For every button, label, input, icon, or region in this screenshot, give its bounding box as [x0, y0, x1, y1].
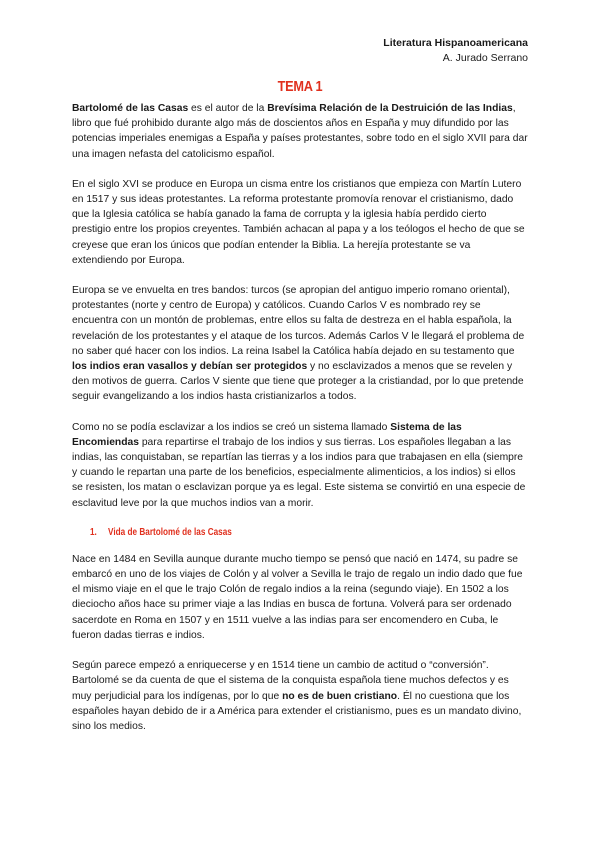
- paragraph-conversion: [72, 658, 528, 734]
- bold-las-casas: Bartolomé de las Casas: [72, 103, 189, 114]
- text-span: Según parece empezó a enriquecerse y en 1514 tiene un cambio de actitud o “conversión”. Bartolomé se da cuenta de que el sistema de la conquista española tiene muchos defectos y es muy perjudicial para los indígenas, por lo que: [72, 660, 509, 702]
- bold-vassals: los indios eran vasallos y debían ser protegidos: [72, 361, 308, 373]
- bold-encomiendas: Sistema de las Encomiendas: [72, 421, 462, 448]
- text-span: . Él no cuestiona que los españoles hayan debido de ir a América para extender el cristianismo, pues es un mandato divino, sino los medios.: [72, 690, 522, 732]
- section-heading: [90, 527, 449, 538]
- bold-buen-cristiano: no es de buen cristiano: [282, 690, 398, 702]
- section-number: 1.: [90, 526, 97, 538]
- document-header: [72, 36, 528, 66]
- text-span: Como no se podía esclavizar a los indios se creó un sistema llamado: [72, 421, 391, 433]
- paragraph-biography: Nace en 1484 en Sevilla aunque durante mucho tiempo se pensó que nació en 1474, su padre se embarcó en uno de los viajes de Colón y al volver a Sevilla le trajo de regalo un indio dado que fue el mismo viaje en el que le trajo Colón de regalo indios a la reina (segundo viaje). En 1502 a los dieciocho años hace su primer viaje a las Indias en busca de fortuna. Volverá para ser ordenado sacerdote en Roma en 1507 y en 1511 vuelve a las indias para ser encomendero en Cuba, le fueron dadas tierras e indios.: [72, 553, 523, 641]
- text-span: Europa se ve envuelta en tres bandos: turcos (se apropian del antiguo imperio romano oriental), protestantes (norte y centro de Europa) y católicos. Cuando Carlos V es nombrado rey se encuentra con un montón de problemas, entre ellos su falta de destreza en el habla española, la revelación de los protestantes y el ataque de los turcos. Además Carlos V le llegará el problema de no saber qué hacer con los indios. La reina Isabel la Católica había dejado en su testamento que: [72, 285, 525, 357]
- paragraph-encomiendas: [72, 420, 528, 511]
- paragraph-intro: [72, 101, 528, 162]
- paragraph-europe: [72, 283, 528, 405]
- text-span: es el autor de la: [188, 103, 268, 114]
- page-title: TEMA 1: [277, 78, 323, 95]
- bold-book-title: Brevísima Relación de la Destruición de las Indias: [267, 103, 513, 114]
- text-span: para repartirse el trabajo de los indios y sus tierras. Los españoles llegaban a las indias, las conquistaban, se repartían las tierras y a los indios para que trabajasen en ella (siempre y cuando le repartan una parte de los beneficios, especialmente alimenticios, a los indios) si ellos se resisten, los matan o esclavizan porque ya es legal. Este sistema se convirtió en una especie de esclavitud leve por la que muchos indios van a morir.: [72, 436, 526, 509]
- text-span: , libro que fué prohibido durante algo más de doscientos años en España y muy difundido por las potencias imperiales enemigas a España y países protestantes, sobre todo en el siglo XVII para dar una imagen nefasta del catolicismo español.: [72, 103, 528, 160]
- section-title: Vida de Bartolomé de las Casas: [108, 526, 232, 538]
- course-name: Literatura Hispanoamericana: [383, 37, 528, 49]
- document-page: [72, 36, 528, 734]
- author-name: A. Jurado Serrano: [442, 52, 528, 64]
- text-span: y no esclavizados a menos que se revelen y den motivos de guerra. Carlos V siente que tiene que proteger a la cristiandad, por lo que pretende seguir evangelizando a los indios hasta cristianizarlos a todos.: [72, 361, 524, 403]
- paragraph-reform: En el siglo XVI se produce en Europa un cisma entre los cristianos que empieza con Martín Lutero en 1517 y sus ideas protestantes. La reforma protestante promovía renovar el cristianismo, dado que la Iglesia católica se había ganado la fama de corrupta y la iglesia había perdido cierto prestigio entre los propios creyentes. También achacan al papa y a los teólogos el hecho de que se creyese que eran los únicos que podían entender la Biblia. La herejía protestante se va extendiendo por Europa.: [72, 178, 525, 266]
